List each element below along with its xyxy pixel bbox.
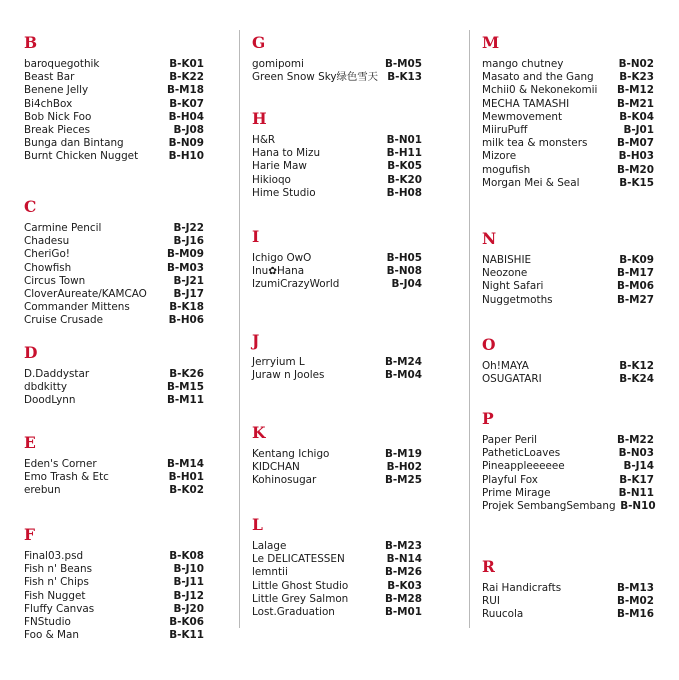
directory-entry — [482, 434, 654, 447]
section-letter-heading: L — [252, 515, 263, 534]
entry-name: Hana to Mizu — [252, 147, 321, 160]
booth-code: B-J11 — [173, 576, 204, 589]
booth-code: B-M13 — [616, 582, 654, 594]
booth-code: B-K02 — [169, 484, 204, 497]
booth-code: B-K24 — [619, 373, 654, 386]
directory-entry — [252, 593, 422, 606]
booth-code: B-K03 — [387, 579, 422, 592]
directory-entry — [24, 484, 204, 497]
entry-name: Carmine Pencil — [24, 222, 102, 234]
booth-code: B-J17 — [173, 288, 204, 301]
booth-code: B-M01 — [384, 606, 422, 619]
directory-entry — [24, 84, 204, 97]
booth-code: B-K07 — [169, 97, 204, 110]
directory-entry — [482, 373, 654, 386]
directory-entry — [24, 124, 204, 137]
booth-code: B-K11 — [169, 629, 204, 642]
directory-entry — [482, 582, 654, 595]
entry-name: Inu✿Hana — [252, 265, 305, 278]
booth-code: B-K06 — [169, 616, 204, 629]
booth-code: B-M21 — [616, 97, 654, 110]
section-letter-heading: M — [482, 33, 500, 52]
section-letter-heading: K — [252, 423, 266, 442]
booth-code: B-M02 — [616, 595, 654, 608]
booth-code: B-M23 — [384, 540, 422, 552]
booth-code: B-H10 — [168, 150, 204, 163]
booth-code: B-M11 — [166, 394, 204, 407]
booth-code: B-J08 — [173, 124, 204, 137]
section-letter-heading: E — [24, 433, 36, 452]
entry-name: Circus Town — [24, 274, 86, 287]
entry-name: Oh!MAYA — [482, 360, 529, 372]
entry-name: mogufish — [482, 163, 531, 176]
directory-entry — [482, 500, 654, 513]
booth-code: B-K22 — [169, 71, 204, 84]
entry-name: lemntii — [252, 566, 288, 579]
booth-code: B-K23 — [619, 71, 654, 84]
entry-name: Emo Trash & Etc — [24, 471, 109, 484]
directory-entry — [482, 137, 654, 150]
directory-entry — [482, 294, 654, 307]
entry-name: milk tea & monsters — [482, 137, 588, 150]
directory-entry — [24, 98, 204, 111]
entry-name: Harie Maw — [252, 160, 307, 173]
section-letter-heading: P — [482, 409, 494, 428]
booth-code: B-M28 — [384, 592, 422, 605]
section-letter-heading: N — [482, 229, 497, 248]
section-letter-heading: G — [252, 33, 266, 52]
section-m — [482, 34, 654, 190]
section-b — [24, 34, 204, 164]
section-letter-heading: D — [24, 343, 38, 362]
column-divider — [239, 30, 240, 628]
entry-name: Bob Nick Foo — [24, 110, 92, 123]
entry-name: Prime Mirage — [482, 486, 551, 499]
entry-name: Final03.psd — [24, 550, 84, 562]
entry-name: Eden's Corner — [24, 458, 97, 470]
booth-code: B-M25 — [384, 474, 422, 487]
booth-code: B-H06 — [168, 314, 204, 327]
directory-entry — [482, 150, 654, 163]
booth-code: B-J14 — [623, 460, 654, 473]
booth-code: B-M12 — [616, 84, 654, 97]
booth-code: B-K12 — [619, 360, 654, 372]
entry-name: Commander Mittens — [24, 301, 130, 314]
booth-code: B-J22 — [173, 222, 204, 234]
directory-entry — [482, 267, 654, 280]
directory-entry — [24, 248, 204, 261]
entry-name: Fish n' Beans — [24, 563, 93, 576]
booth-code: B-N11 — [618, 486, 654, 499]
booth-code: B-K18 — [169, 301, 204, 314]
booth-code: B-M05 — [384, 58, 422, 70]
directory-entry — [252, 265, 422, 278]
section-g — [252, 34, 422, 84]
booth-code: B-N01 — [386, 134, 422, 146]
entry-name: erebun — [24, 484, 61, 497]
entry-name: Jerryium L — [252, 356, 305, 368]
directory-entry — [24, 288, 204, 301]
directory-entry — [24, 235, 204, 248]
entry-name: Juraw n Jooles — [252, 369, 325, 382]
directory-entry — [252, 474, 422, 487]
section-h — [252, 110, 422, 200]
section-p — [482, 410, 654, 513]
column-divider — [469, 30, 470, 628]
directory-entry — [24, 314, 204, 327]
section-letter-heading: C — [24, 197, 37, 216]
booth-code: B-M19 — [384, 448, 422, 460]
entry-name: Hime Studio — [252, 186, 316, 199]
entry-name: Little Ghost Studio — [252, 579, 349, 592]
entry-name: Kohinosugar — [252, 474, 317, 487]
section-letter-heading: H — [252, 109, 267, 128]
entry-name: H&R — [252, 134, 276, 146]
entry-name: Burnt Chicken Nugget — [24, 150, 139, 163]
entry-name: baroquegothik — [24, 58, 100, 70]
booth-code: B-H11 — [386, 147, 422, 160]
entry-name: Lalage — [252, 540, 287, 552]
directory-entry — [24, 550, 204, 563]
booth-code: B-K01 — [169, 58, 204, 70]
directory-entry — [252, 278, 422, 291]
section-c — [24, 198, 204, 328]
booth-code: B-K05 — [387, 160, 422, 173]
directory-entry — [252, 160, 422, 173]
entry-name: Mizore — [482, 150, 517, 163]
directory-entry — [24, 137, 204, 150]
entry-name: Hikioqo — [252, 173, 291, 186]
directory-entry — [24, 58, 204, 71]
booth-code: B-M07 — [616, 137, 654, 150]
booth-code: B-K04 — [619, 110, 654, 123]
directory-entry — [24, 381, 204, 394]
directory-entry — [482, 111, 654, 124]
booth-code: B-N14 — [386, 553, 422, 566]
booth-code: B-K20 — [387, 173, 422, 186]
entry-name: Kentang Ichigo — [252, 448, 330, 460]
directory-entry — [252, 71, 422, 84]
entry-name: Night Safari — [482, 280, 544, 293]
booth-code: B-M27 — [616, 293, 654, 306]
entry-name: Fish n' Chips — [24, 576, 89, 589]
entry-name: Nuggetmoths — [482, 293, 553, 306]
directory-entry — [252, 134, 422, 147]
directory-entry — [24, 629, 204, 642]
booth-code: B-K15 — [619, 176, 654, 189]
booth-code: B-M15 — [166, 381, 204, 394]
booth-code: B-M09 — [166, 248, 204, 261]
entry-name: OSUGATARI — [482, 373, 542, 386]
directory-entry — [24, 368, 204, 381]
entry-name: Neozone — [482, 267, 528, 280]
section-letter-heading: J — [252, 331, 260, 350]
directory-entry — [24, 616, 204, 629]
entry-name: DoodLynn — [24, 394, 76, 407]
entry-name: Little Grey Salmon — [252, 592, 349, 605]
entry-name: Beast Bar — [24, 71, 75, 84]
directory-entry — [482, 164, 654, 177]
section-r — [482, 558, 654, 622]
directory-entry — [482, 447, 654, 460]
directory-entry — [252, 369, 422, 382]
directory-entry — [252, 540, 422, 553]
section-k — [252, 424, 422, 488]
entry-name: Cruise Crusade — [24, 314, 103, 327]
entry-name: gomipomi — [252, 58, 304, 70]
booth-code: B-N08 — [386, 265, 422, 278]
directory-entry — [482, 595, 654, 608]
booth-code: B-M18 — [166, 84, 204, 97]
entry-name: IzumiCrazyWorld — [252, 278, 340, 291]
entry-name: CloverAureate/KAMCAO — [24, 288, 147, 301]
directory-entry — [482, 254, 654, 267]
booth-code: B-J20 — [173, 602, 204, 615]
booth-code: B-H08 — [386, 186, 422, 199]
booth-code: B-H05 — [386, 252, 422, 264]
booth-code: B-N02 — [618, 58, 654, 70]
directory-entry — [482, 608, 654, 621]
booth-code: B-N09 — [168, 137, 204, 150]
directory-entry — [252, 252, 422, 265]
entry-name: KIDCHAN — [252, 461, 300, 474]
booth-code: B-J01 — [623, 124, 654, 137]
entry-name: Masato and the Gang — [482, 71, 594, 84]
booth-code: B-M20 — [616, 163, 654, 176]
entry-name: Le DELICATESSEN — [252, 553, 345, 566]
directory-entry — [24, 275, 204, 288]
entry-name: Paper Peril — [482, 434, 538, 446]
directory-entry — [24, 111, 204, 124]
booth-code: B-H04 — [168, 110, 204, 123]
entry-name: Mchii0 & Nekonekomii — [482, 84, 598, 97]
entry-name: Fish Nugget — [24, 589, 86, 602]
entry-name: CheriGo! — [24, 248, 70, 261]
directory-entry — [252, 174, 422, 187]
entry-name: MiiruPuff — [482, 124, 528, 137]
entry-name: Ruucola — [482, 608, 524, 621]
entry-name: Pineappleeeeee — [482, 460, 565, 473]
booth-code: B-J10 — [173, 563, 204, 576]
entry-name: Mewmovement — [482, 110, 563, 123]
booth-code: B-J21 — [173, 274, 204, 287]
entry-name: Bi4chBox — [24, 97, 73, 110]
entry-name: Break Pieces — [24, 124, 91, 137]
directory-entry — [24, 301, 204, 314]
directory-entry — [482, 84, 654, 97]
entry-name: Fluffy Canvas — [24, 602, 95, 615]
directory-entry — [252, 448, 422, 461]
directory-entry — [482, 474, 654, 487]
directory-entry — [24, 222, 204, 235]
entry-name: D.Daddystar — [24, 368, 90, 380]
directory-entry — [252, 580, 422, 593]
section-e — [24, 434, 204, 498]
booth-code: B-K17 — [619, 473, 654, 486]
entry-name: Bunga dan Bintang — [24, 137, 124, 150]
entry-name: Playful Fox — [482, 473, 538, 486]
booth-code: B-M16 — [616, 608, 654, 621]
directory-entry — [24, 471, 204, 484]
entry-name: Green Snow Sky绿色雪天 — [252, 71, 379, 84]
directory-entry — [252, 606, 422, 619]
directory-entry — [24, 71, 204, 84]
booth-code: B-M14 — [166, 458, 204, 470]
section-letter-heading: O — [482, 335, 496, 354]
booth-code: B-N10 — [620, 500, 656, 513]
entry-name: Foo & Man — [24, 629, 79, 642]
entry-name: Rai Handicrafts — [482, 582, 562, 594]
directory-entry — [252, 187, 422, 200]
section-d — [24, 344, 204, 408]
directory-entry — [24, 590, 204, 603]
booth-code: B-M17 — [616, 267, 654, 280]
section-letter-heading: R — [482, 557, 495, 576]
entry-name: Chowfish — [24, 261, 72, 274]
directory-entry — [252, 58, 422, 71]
directory-entry — [24, 576, 204, 589]
entry-name: RUI — [482, 595, 500, 608]
entry-name: Morgan Mei & Seal — [482, 176, 580, 189]
booth-code: B-M03 — [166, 261, 204, 274]
entry-name: MECHA TAMASHI — [482, 97, 570, 110]
entry-name: Chadesu — [24, 235, 70, 248]
directory-entry — [252, 553, 422, 566]
booth-code: B-M06 — [616, 280, 654, 293]
directory-entry — [482, 58, 654, 71]
directory-entry — [482, 124, 654, 137]
section-letter-heading: B — [24, 33, 38, 52]
section-f — [24, 526, 204, 642]
booth-code: B-M24 — [384, 356, 422, 368]
entry-name: Ichigo OwO — [252, 252, 312, 264]
directory-entry — [482, 280, 654, 293]
booth-code: B-H01 — [168, 471, 204, 484]
directory-entry — [482, 71, 654, 84]
booth-code: B-K09 — [619, 254, 654, 266]
directory-entry — [24, 150, 204, 163]
directory-entry — [482, 460, 654, 473]
booth-code: B-H03 — [618, 150, 654, 163]
directory-entry — [482, 487, 654, 500]
directory-entry — [24, 262, 204, 275]
directory-entry — [24, 394, 204, 407]
entry-name: dbdkitty — [24, 381, 67, 394]
section-o — [482, 336, 654, 386]
booth-code: B-M26 — [384, 566, 422, 579]
section-letter-heading: F — [24, 525, 36, 544]
section-letter-heading: I — [252, 227, 260, 246]
entry-name: PatheticLoaves — [482, 447, 561, 460]
directory-entry — [252, 566, 422, 579]
directory-entry — [482, 177, 654, 190]
booth-code: B-J16 — [173, 235, 204, 248]
booth-code: B-J04 — [391, 278, 422, 291]
directory-entry — [24, 563, 204, 576]
directory-entry — [24, 458, 204, 471]
booth-code: B-M04 — [384, 369, 422, 382]
directory-entry — [482, 360, 654, 373]
directory-entry — [252, 356, 422, 369]
section-n — [482, 230, 654, 307]
directory-entry — [252, 147, 422, 160]
entry-name: Projek SembangSembang — [482, 500, 616, 513]
directory-entry — [252, 461, 422, 474]
entry-name: Benene Jelly — [24, 84, 89, 97]
booth-code: B-N03 — [618, 447, 654, 460]
section-j — [252, 332, 422, 382]
booth-code: B-M22 — [616, 434, 654, 446]
booth-code: B-J12 — [173, 589, 204, 602]
booth-code: B-K13 — [387, 71, 422, 84]
directory-entry — [24, 603, 204, 616]
section-l — [252, 516, 422, 619]
booth-code: B-H02 — [386, 461, 422, 474]
booth-code: B-K26 — [169, 368, 204, 380]
entry-name: FNStudio — [24, 616, 71, 629]
entry-name: mango chutney — [482, 58, 564, 70]
booth-code: B-K08 — [169, 550, 204, 562]
directory-entry — [482, 98, 654, 111]
entry-name: NABISHIE — [482, 254, 532, 266]
entry-name: Lost.Graduation — [252, 606, 335, 619]
section-i — [252, 228, 422, 292]
